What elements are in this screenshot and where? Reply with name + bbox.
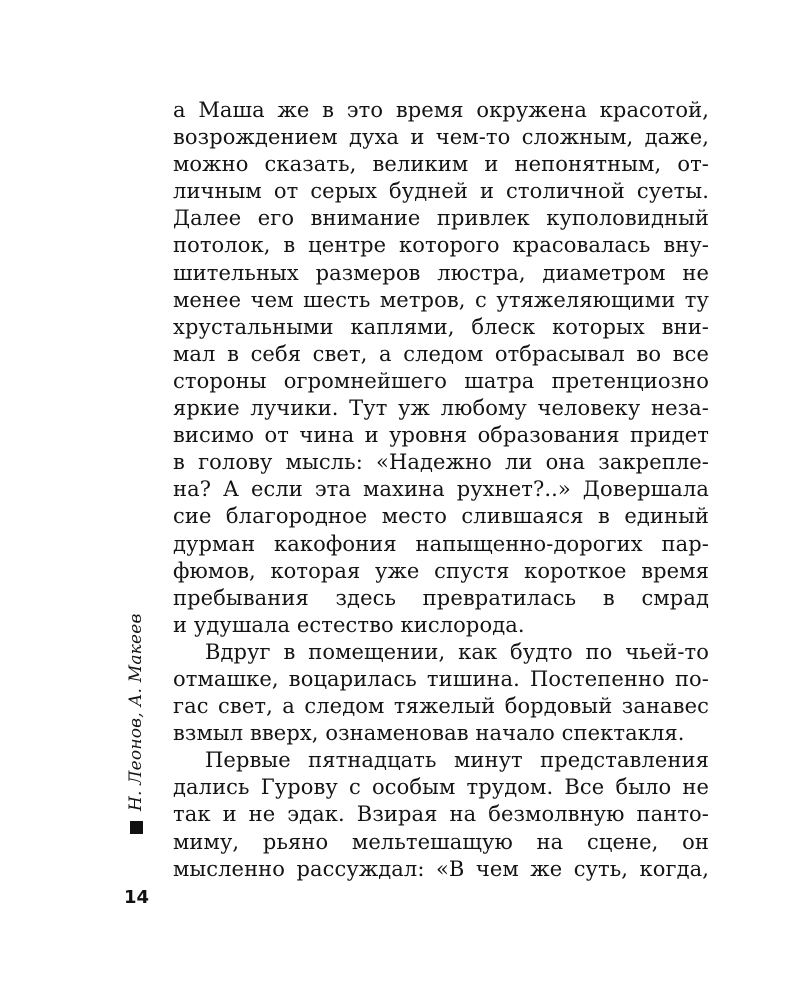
text-line: фюмов, которая уже спустя короткое время: [173, 558, 709, 583]
text-line: потолок, в центре которого красовалась вну-: [173, 233, 709, 258]
text-line: мысленно рассуждал: «В чем же суть, когда,: [173, 856, 709, 881]
text-line: хрустальными каплями, блеск которых вни-: [173, 314, 709, 339]
text-line: так и не эдак. Взирая на безмолвную панто-: [173, 802, 709, 827]
text-line: миму, рьяно мельтешащую на сцене, он: [173, 829, 709, 854]
text-line: Вдруг в помещении, как будто по чьей-то: [205, 639, 709, 664]
text-line: менее чем шесть метров, с утяжеляющими ту: [173, 287, 709, 312]
text-line: пребывания здесь превратилась в смрад: [173, 585, 709, 610]
text-line: а Маша же в это время окружена красотой,: [173, 98, 709, 122]
square-marker-icon: [130, 821, 143, 834]
text-line: возрождением духа и чем-то сложным, даже,: [173, 125, 709, 150]
page-number: 14: [124, 887, 150, 908]
text-line: висимо от чина и уровня образования придет: [173, 423, 709, 448]
text-line: дались Гурову с особым трудом. Все было не: [173, 775, 709, 800]
text-line: яркие лучики. Тут уж любому человеку неза-: [173, 396, 709, 421]
text-line: сие благородное место слившаяся в единый: [173, 504, 709, 529]
text-line: личным от серых будней и столичной суеты.: [173, 179, 709, 204]
body-text: [173, 97, 709, 883]
text-line: на? А если эта махина рухнет?..» Довершала: [173, 477, 709, 502]
text-line: шительных размеров люстра, диаметром не: [173, 260, 709, 285]
text-line: можно сказать, великим и непонятным, от-: [173, 152, 709, 177]
text-line: мал в себя свет, а следом отбрасывал во все: [173, 341, 709, 366]
text-line: и удушала естество кислорода.: [173, 612, 525, 637]
text-line: гас свет, а следом тяжелый бордовый занавес: [173, 694, 709, 719]
author-names: Н. Леонов, А. Макеев: [126, 613, 146, 811]
running-head: [112, 613, 172, 840]
text-line: отмашке, воцарилась тишина. Постепенно по-: [173, 666, 709, 691]
text-line: дурман какофония напыщенно-дорогих пар-: [173, 531, 709, 556]
text-line: Первые пятнадцать минут представления: [205, 748, 709, 773]
text-line: Далее его внимание привлек куполовидный: [173, 206, 709, 231]
text-line: взмыл вверх, ознаменовав начало спектакля.: [173, 721, 685, 746]
text-line: в голову мысль: «Надежно ли она закрепле-: [173, 450, 709, 475]
text-line: стороны огромнейшего шатра претенциозно: [173, 368, 709, 393]
